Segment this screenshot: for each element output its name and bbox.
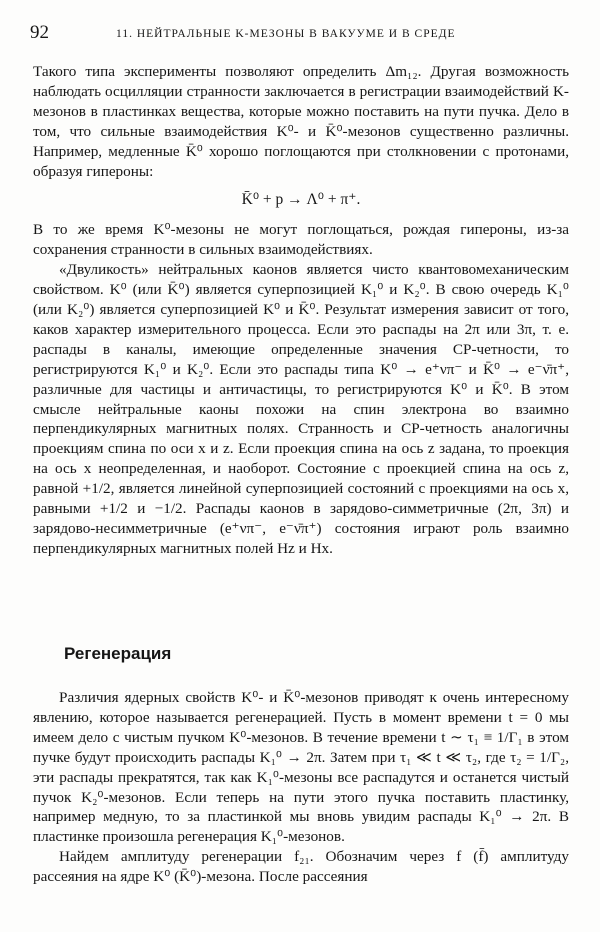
page-number: 92	[30, 22, 49, 43]
paragraph: Найдем амплитуду регенерации f₂₁. Обозначим через f (f̄) амплитуду рассеяния на ядре K⁰ (K̄⁰)-мезона. После рассеяния	[33, 848, 569, 886]
paragraph: «Двуликость» нейтральных каонов является чисто квантовомеханическим свойством. K⁰ (или K̄⁰) является суперпозицией K₁⁰ и K₂⁰. В свою очередь K₁⁰ (или K₂⁰) является суперпозицией K⁰ и K̄⁰. Результат измерения зависит от того, каков характер измерительного процесса. Если это распады на 2π или 3π, т. е. распады в каналы, имеющие определенные значения CP-четности, то регистрируются K₁⁰ и K₂⁰. Если это распады типа K⁰ → e⁺νπ⁻ и K̄⁰ → e⁻ν̄π⁺, различные для частицы и античастицы, то регистрируются K⁰ и K̄⁰. В этом смысле нейтральные каоны похожи на спин электрона во взаимно перпендикулярных магнитных полях. Странность и CP-четность аналогичны проекциям спина по оси x и z. Если проекция спина на ось z задана, то проекция на ось x неопределенная, и наоборот. Состояние с проекцией спина на ось z, равной +1/2, является линейной суперпозицией состояний с проекциями на ось x, равными +1/2 и −1/2. Распады каонов в зарядово-симметричные (2π, 3π) и зарядово-несимметричные (e⁺νπ⁻, e⁻ν̄π⁺) состояния играют роль взаимно перпендикулярных магнитных полей Hz и Hx.	[33, 261, 569, 557]
formula: K̄⁰ + p → Λ⁰ + π⁺.	[241, 191, 361, 209]
running-head: 11. НЕЙТРАЛЬНЫЕ K-МЕЗОНЫ В ВАКУУМЕ И В СРЕДЕ	[116, 28, 456, 40]
text-block-2	[33, 688, 569, 887]
paragraph: В то же время K⁰-мезоны не могут поглощаться, рождая гипероны, из-за сохранения странности в сильных взаимодействиях.	[33, 221, 569, 259]
paragraph: Различия ядерных свойств K⁰- и K̄⁰-мезонов приводят к очень интересному явлению, которое называется регенерацией. Пусть в момент времени t = 0 мы имеем дело с чистым пучком K⁰-мезонов. В течение времени t ∼ τ₁ ≡ 1/Γ₁ в этом пучке будут происходить распады K₁⁰ → 2π. Затем при τ₁ ≪ t ≪ τ₂, где τ₂ = 1/Γ₂, эти распады прекратятся, так как K₁⁰-мезоны все распадутся и останется чистый пучок K₂⁰-мезонов. Если теперь на пути этого пучка поставить пластинку, например медную, то за пластинкой мы вновь увидим распады K₁⁰ → 2π. В пластинке произошла регенерация K₁⁰-мезонов.	[33, 689, 569, 846]
section-heading: Регенерация	[64, 644, 172, 663]
text-block-1	[33, 62, 569, 559]
paragraph: Такого типа эксперименты позволяют определить Δm₁₂. Другая возможность наблюдать осцилляции странности заключается в регистрации взаимодействий K-мезонов в пластинках вещества, которые можно поставить на пути пучка. Дело в том, что сильные взаимодействия K⁰- и K̄⁰-мезонов существенно различны. Например, медленные K̄⁰ хорошо поглощаются при столкновении с протонами, образуя гипероны:	[33, 63, 569, 180]
